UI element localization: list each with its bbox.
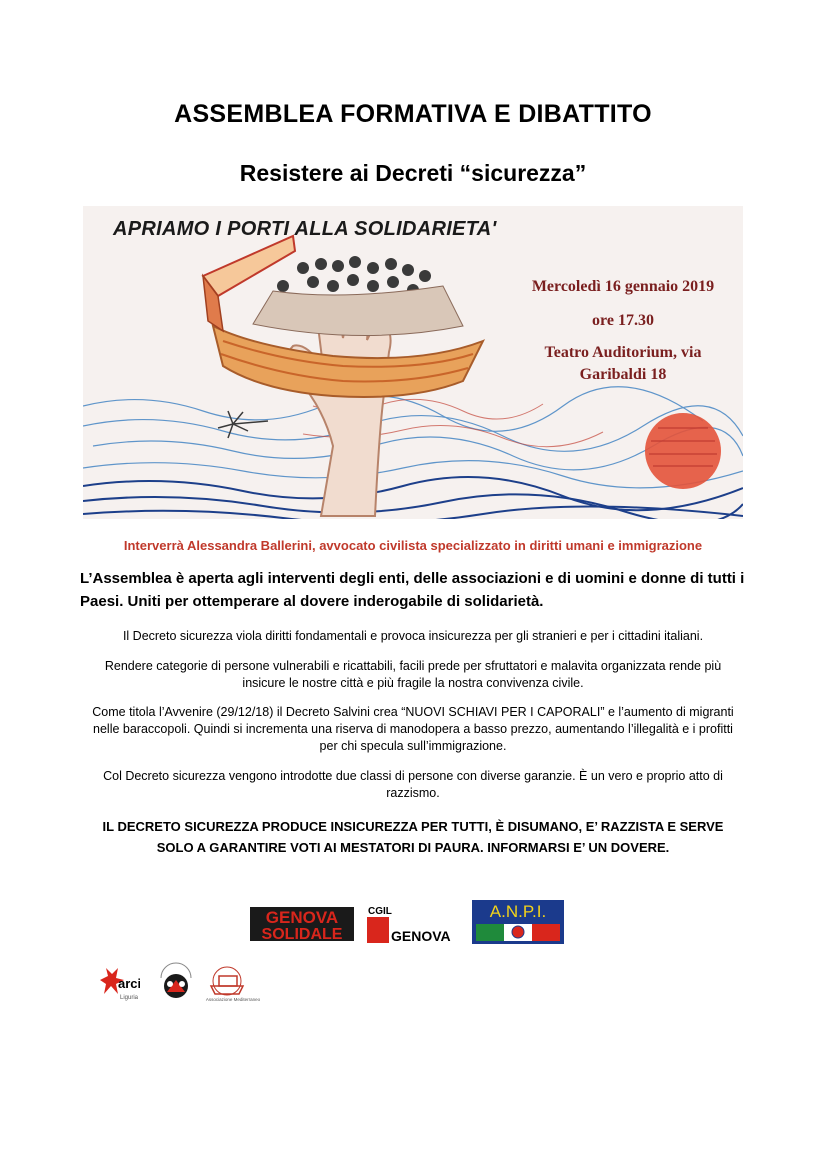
anpi-logo — [472, 900, 564, 944]
cgil-city-text: GENOVA — [391, 928, 451, 944]
body-paragraph-2: Rendere categorie di persone vulnerabili e ricattabili, facili prede per sfruttatori e malavita organizzata rende più insicure le nostre città e più fragile la nostra convivenza civile. — [104, 659, 722, 690]
event-place-line2: Garibaldi 18 — [579, 366, 667, 383]
arci-sub-text: Liguria — [120, 995, 139, 1001]
event-date: Mercoledì 16 gennaio 2019 — [531, 278, 715, 295]
speaker-line: Interverrà Alessandra Ballerini, avvocato civilista specializzato in diritti umani e immigrazione — [123, 538, 703, 553]
boat-logo-caption: Associazione Mediterraneo — [205, 997, 261, 1002]
body-paragraph-1: Il Decreto sicurezza viola diritti fondamentali e provoca insicurezza per gli stranieri e per i cittadini italiani. — [122, 629, 704, 643]
genova-solidale-logo — [250, 907, 354, 941]
event-time: ore 17.30 — [592, 312, 654, 329]
event-place — [503, 342, 743, 386]
anpi-text: A.N.P.I. — [489, 902, 547, 921]
page-title: ASSEMBLEA FORMATIVA E DIBATTITO — [174, 100, 652, 128]
event-place-line1: Teatro Auditorium, via — [544, 344, 702, 361]
body-paragraph-4: Col Decreto sicurezza vengono introdotte due classi di persone con diverse garanzie. È un vero e proprio atto di razzismo. — [103, 769, 723, 800]
arci-text: arci — [118, 976, 140, 991]
closing-statement: IL DECRETO SICUREZZA PRODUCE INSICUREZZA PER TUTTI, È DISUMANO, E’ RAZZISTA E SERVE SOLO A GARANTIRE VOTI AI MESTATORI DI PAURA. INFORMARSI E’ UN DOVERE. — [102, 819, 724, 855]
mediterraneo-boat-logo — [203, 966, 263, 1002]
page-subtitle: Resistere ai Decreti “sicurezza” — [239, 160, 587, 186]
event-poster — [83, 206, 743, 519]
genova-solidale-text-2: SOLIDALE — [261, 926, 343, 941]
cgil-text: CGIL — [368, 906, 392, 917]
cgil-genova-logo — [367, 903, 460, 945]
genova-solidale-text-1: GENOVA — [265, 908, 339, 927]
body-paragraph-3: Come titola l’Avvenire (29/12/18) il Decreto Salvini crea “NUOVI SCHIAVI PER I CAPORALI” e l’aumento di migranti nelle baraccopoli. Quindi si incrementa una riserva di manodopera a basso prezzo, aumentando l’illegalità e i profitti per chi specula sull’immigrazione. — [92, 705, 734, 753]
arci-logo — [98, 966, 140, 1002]
lead-paragraph: L’Assemblea è aperta agli interventi degli enti, delle associazioni e di uomini e donne di tutti i Paesi. Uniti per ottemperare al dovere inderogabile di solidarietà. — [80, 570, 745, 610]
antifascist-circle-logo — [157, 962, 195, 1002]
poster-heading: APRIAMO I PORTI ALLA SOLIDARIETA' — [113, 218, 497, 240]
